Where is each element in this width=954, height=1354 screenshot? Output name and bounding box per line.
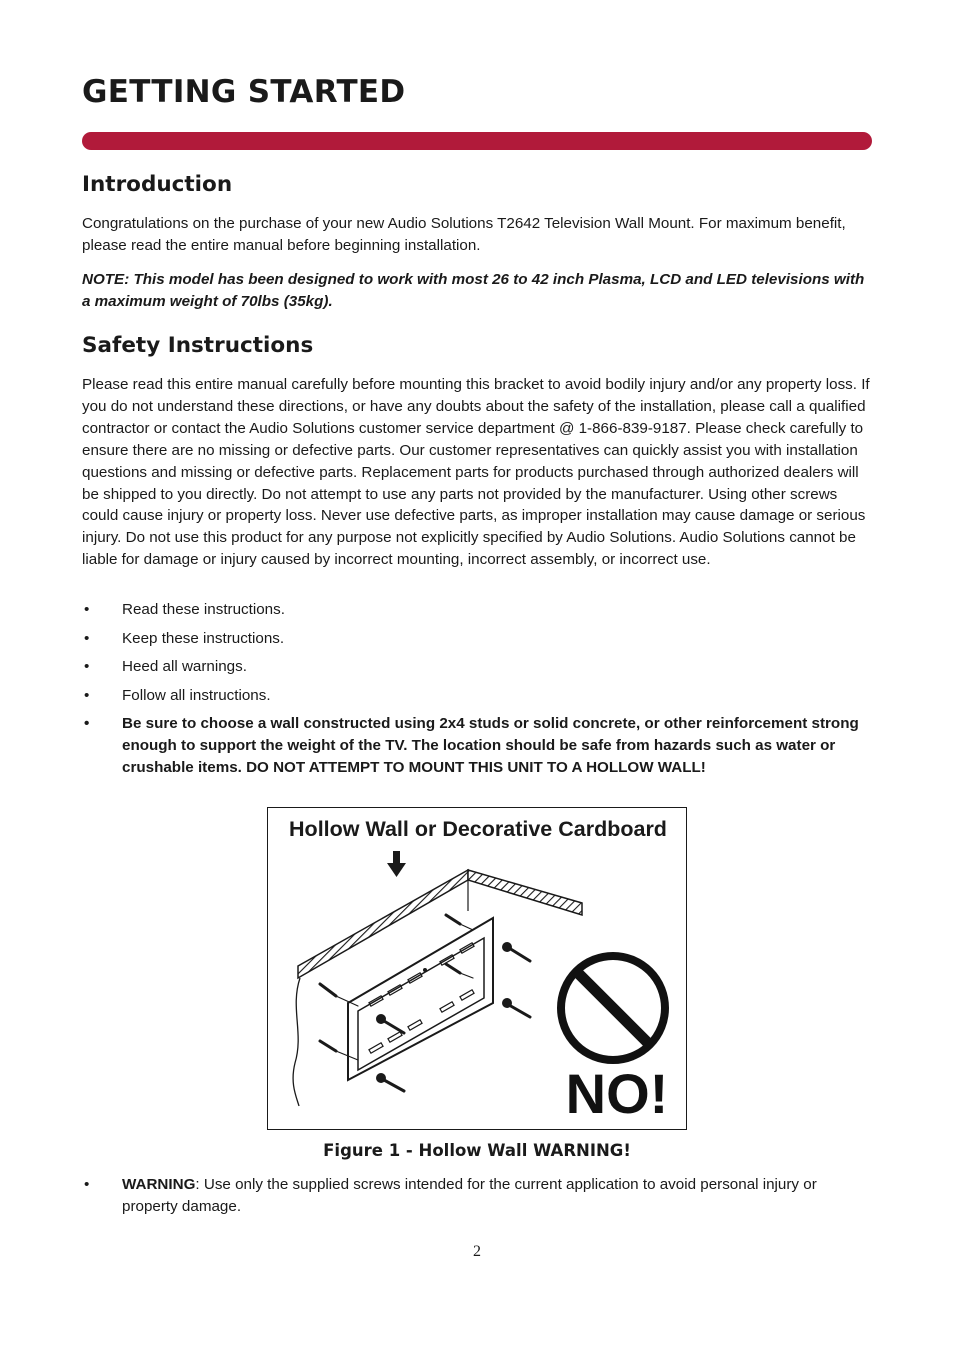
hollow-wall-illustration (268, 808, 686, 1129)
bullet-glyph: • (84, 658, 90, 676)
no-stamp: NO! (565, 1062, 669, 1125)
safety-heading: Safety Instructions (82, 333, 314, 358)
page-number: 2 (473, 1243, 481, 1260)
title-accent-bar (82, 132, 872, 150)
bullet-text: Read these instructions. (122, 601, 285, 618)
warning-bullet-list (82, 1174, 872, 1218)
list-item (82, 656, 872, 678)
warning-label: WARNING (122, 1176, 196, 1193)
list-item (82, 1174, 872, 1218)
hollow-wall-figure (267, 807, 687, 1130)
warning-text: : Use only the supplied screws intended for the current application to avoid personal injury or property damage. (122, 1176, 817, 1215)
introduction-paragraph: Congratulations on the purchase of your new Audio Solutions T2642 Television Wall Mount. For maximum benefit, please read the entire manual before beginning installation. (82, 215, 846, 254)
list-item (82, 685, 872, 707)
bullet-text: Be sure to choose a wall constructed using 2x4 studs or solid concrete, or other reinforcement strong enough to support the weight of the TV. The location should be safe from hazards such as water or crushable items. DO NOT ATTEMPT TO MOUNT THIS UNIT TO A HOLLOW WALL! (122, 715, 859, 777)
list-item (82, 599, 872, 621)
figure-header: Hollow Wall or Decorative Cardboard (289, 817, 667, 841)
safety-paragraph: Please read this entire manual carefully before mounting this bracket to avoid bodily injury and/or any property loss. If you do not understand these directions, or have any doubts about the safety of the installation, please call a qualified contractor or contact the Audio Solutions customer service department @ 1-866-839-9187. Please check carefully to ensure there are no missing or defective parts. Our customer representatives can quickly assist you with installation questions and missing or defective parts. Replacement parts for products purchased through authorized dealers will be shipped to you directly. Do not attempt to use any parts not provided by the manufacturer. Using other screws could cause injury or property loss. Never use defective parts, as improper installation may cause damage or serious injury. Do not use this product for any purpose not explicitly specified by Audio Solutions. Audio Solutions cannot be liable for damage or injury caused by incorrect mounting, incorrect assembly, or incorrect use. (82, 376, 870, 569)
bullet-text: Heed all warnings. (122, 658, 247, 676)
bullet-text: Keep these instructions. (122, 629, 285, 647)
bullet-glyph: • (84, 601, 90, 618)
bullet-glyph: • (84, 715, 90, 733)
introduction-heading: Introduction (82, 172, 233, 197)
safety-bullet-list (82, 599, 872, 779)
figure-caption: Figure 1 - Hollow Wall WARNING! (323, 1141, 631, 1160)
model-note: NOTE: This model has been designed to work with most 26 to 42 inch Plasma, LCD and LED televisions with a maximum weight of 70lbs (35kg). (82, 271, 865, 310)
list-item (82, 713, 872, 779)
bullet-glyph: • (84, 1176, 90, 1193)
bullet-glyph: • (84, 629, 90, 647)
prohibited-icon (561, 956, 665, 1060)
down-arrow-icon (387, 851, 406, 877)
list-item (82, 628, 872, 650)
mount-bracket-icon (348, 918, 493, 1080)
bullet-glyph: • (84, 686, 90, 704)
page-title: GETTING STARTED (82, 74, 406, 110)
bullet-text: Follow all instructions. (122, 686, 271, 704)
